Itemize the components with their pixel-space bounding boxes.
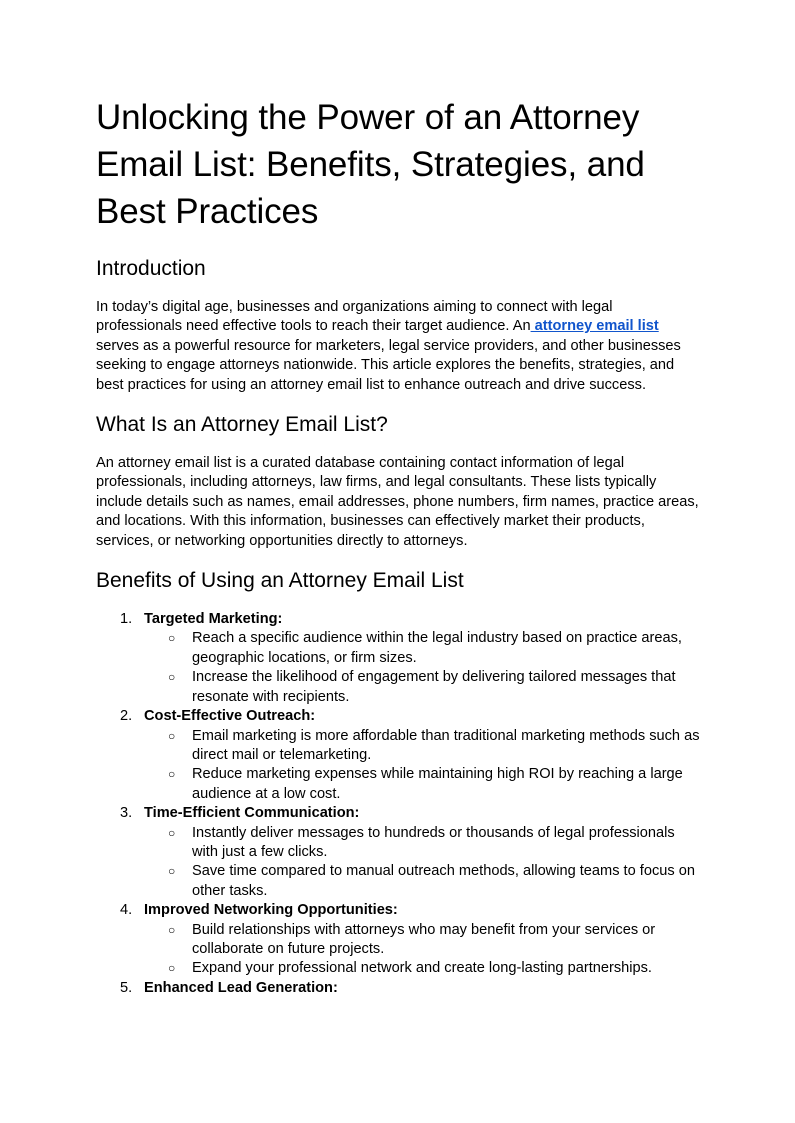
benefit-number: 4. [120,902,133,919]
benefit-sub-item [96,668,700,707]
benefit-sub-list [144,824,700,902]
hollow-bullet-icon: ○ [168,961,176,976]
intro-text-after: serves as a powerful resource for marketers, legal service providers, and other businesses seeking to engage attorneys nationwide. This article explores the benefits, strategies, and best practices for using an attorney email list to enhance outreach and drive success. [96,337,681,393]
benefit-item [96,804,700,901]
hollow-bullet-icon: ○ [168,728,176,743]
benefit-sub-text: Expand your professional network and create long-lasting partnerships. [192,960,652,977]
benefit-title: Enhanced Lead Generation: [144,979,338,996]
benefit-sub-item [96,921,700,960]
benefits-heading: Benefits of Using an Attorney Email List [96,569,464,593]
hollow-bullet-icon: ○ [168,825,176,840]
benefit-title: Time-Efficient Communication: [144,805,360,822]
attorney-email-list-link[interactable]: attorney email list [530,318,659,335]
hollow-bullet-icon: ○ [168,864,176,879]
benefit-item [96,979,700,998]
document-title: Unlocking the Power of an Attorney Email List: Benefits, Strategies, and Best Practices [96,98,645,231]
benefit-item [96,707,700,804]
benefit-number: 5. [120,979,133,996]
benefit-title: Targeted Marketing: [144,611,283,628]
hollow-bullet-icon: ○ [168,767,176,782]
benefit-sub-list [144,727,700,805]
document-page [96,94,700,998]
benefit-sub-item [96,727,700,766]
benefit-number: 1. [120,611,133,628]
benefit-item [96,901,700,979]
intro-paragraph [96,298,700,395]
benefit-number: 2. [120,708,133,725]
benefit-sub-item [96,959,700,978]
benefit-sub-item [96,824,700,863]
benefit-sub-text: Reduce marketing expenses while maintaining high ROI by reaching a large audience at a low cost. [192,766,683,802]
benefit-sub-list [144,629,700,707]
benefit-number: 3. [120,805,133,822]
benefit-sub-text: Instantly deliver messages to hundreds or thousands of legal professionals with just a few clicks. [192,824,675,860]
benefit-sub-text: Build relationships with attorneys who may benefit from your services or collaborate on future projects. [192,921,656,957]
benefit-item [96,610,700,707]
benefit-sub-text: Email marketing is more affordable than traditional marketing methods such as direct mail or telemarketing. [192,727,700,763]
what-heading: What Is an Attorney Email List? [96,413,388,437]
benefit-title: Improved Networking Opportunities: [144,902,398,919]
hollow-bullet-icon: ○ [168,670,176,685]
benefit-title: Cost-Effective Outreach: [144,708,316,725]
benefit-sub-item [96,765,700,804]
hollow-bullet-icon: ○ [168,922,176,937]
benefit-sub-text: Save time compared to manual outreach methods, allowing teams to focus on other tasks. [192,863,695,899]
intro-heading: Introduction [96,257,206,280]
benefit-sub-text: Increase the likelihood of engagement by delivering tailored messages that resonate with recipients. [192,669,676,705]
benefit-sub-text: Reach a specific audience within the legal industry based on practice areas, geographic locations, or firm sizes. [192,630,682,666]
hollow-bullet-icon: ○ [168,631,176,646]
what-paragraph: An attorney email list is a curated database containing contact information of legal professionals, including attorneys, law firms, and legal consultants. These lists typically include details such as names, email addresses, phone numbers, firm names, practice areas, and locations. With this information, businesses can effectively market their products, services, or networking opportunities directly to attorneys. [96,455,699,549]
benefit-sub-item [96,629,700,668]
benefit-sub-item [96,862,700,901]
intro-text-before: In today’s digital age, businesses and organizations aiming to connect with legal professionals need effective tools to reach their target audience. An [96,299,613,335]
benefits-list [96,610,700,998]
benefit-sub-list [144,921,700,979]
